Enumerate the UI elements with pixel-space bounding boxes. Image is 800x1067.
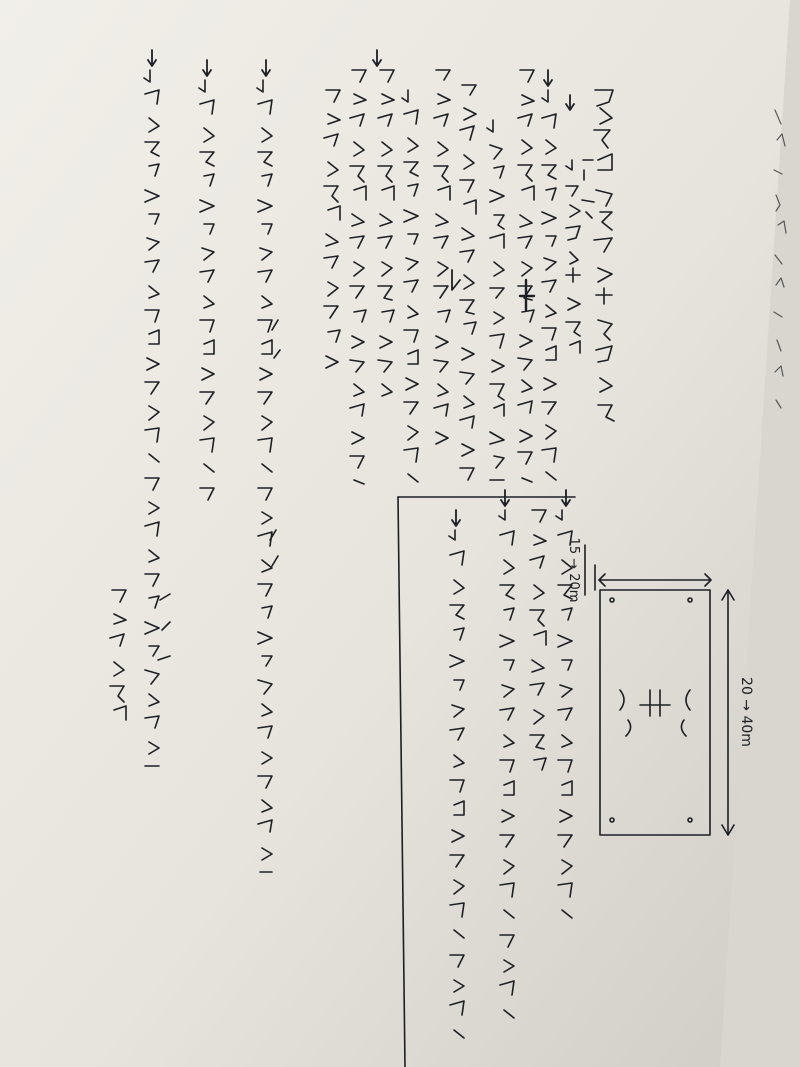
diagram-left-dimension-label: 15 → 20m <box>566 537 581 603</box>
diagram-top-dimension-label: 20 → 40m <box>738 677 754 747</box>
